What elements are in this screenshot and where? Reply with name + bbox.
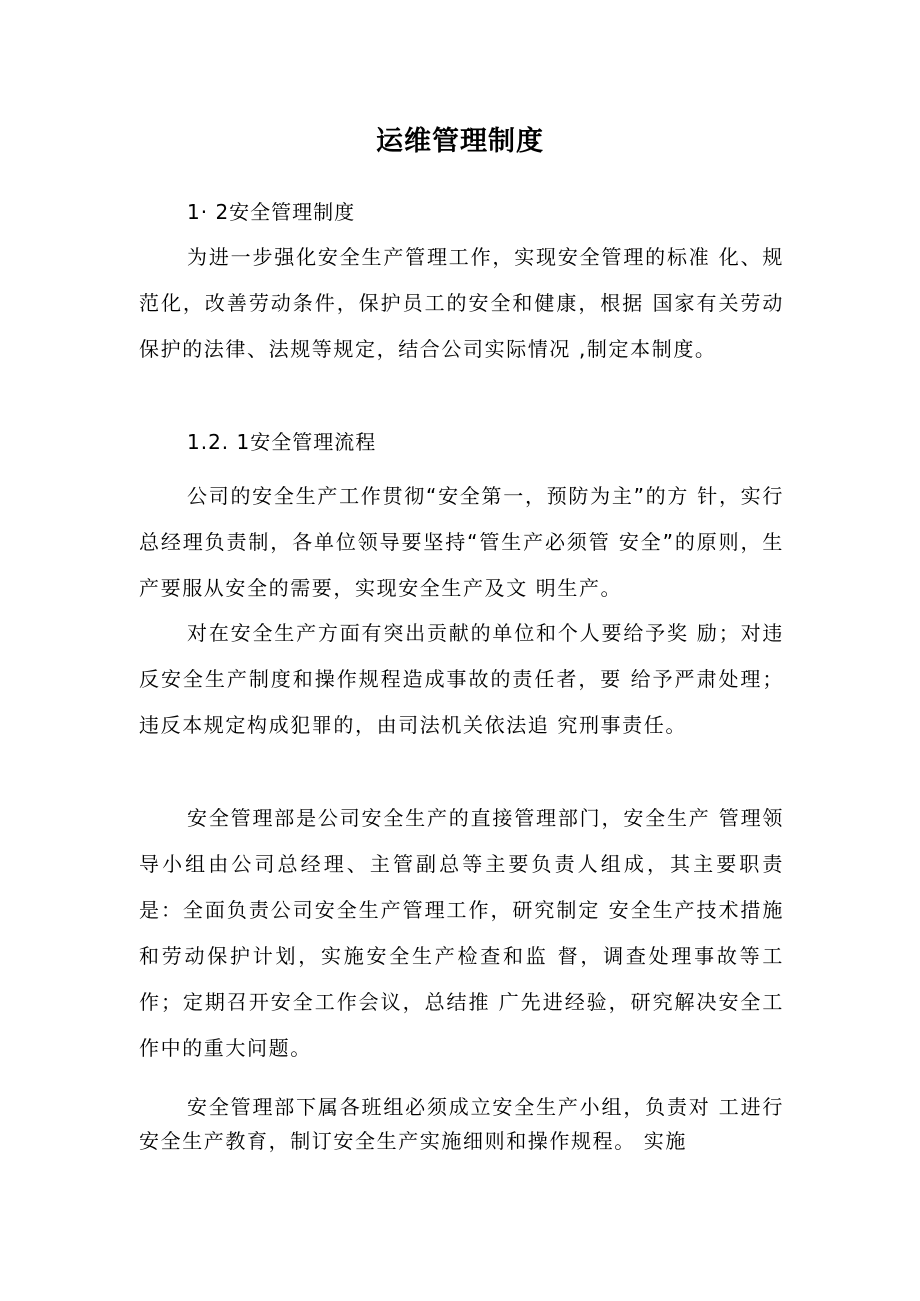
paragraph-team-groups: 安全管理部下属各班组必须成立安全生产小组，负责对 工进行安全生产教育，制订安全生产实施细则和操作规程。 实施: [139, 1095, 784, 1153]
paragraph-principle: 公司的安全生产工作贯彻“安全第一，预防为主”的方 针，实行总经理负责制，各单位领导要坚持“管生产必须管 安全”的原则，生产要服从安全的需要，实现安全生产及文 明生产。: [139, 484, 784, 600]
paragraph-department-duties: 安全管理部是公司安全生产的直接管理部门，安全生产 管理领导小组由公司总经理、主管副总等主要负责人组成，其主要职责是：全面负责公司安全生产管理工作，研究制定 安全生产技术措施和劳动保护计划，实施安全生产检查和监 督，调查处理事故等工作；定期召开安全工作会议，总结推 广先进经验，研究解决安全工作中的重大问题。: [139, 806, 784, 1060]
document-title: 运维管理制度: [376, 126, 544, 157]
paragraph-rewards-penalties: 对在安全生产方面有突出贡献的单位和个人要给予奖 励；对违反安全生产制度和操作规程造成事故的责任者，要 给予严肃处理；违反本规定构成犯罪的，由司法机关依法追 究刑事责任。: [139, 621, 784, 737]
section-heading-security-process: 1.2. 1安全管理流程: [187, 430, 377, 454]
section-heading-security-policy: 1· 2安全管理制度: [187, 200, 356, 224]
paragraph-purpose: 为进一步强化安全生产管理工作，实现安全管理的标准 化、规范化，改善劳动条件，保护员工的安全和健康，根据 国家有关劳动保护的法律、法规等规定，结合公司实际情况 ,制定本制度。: [139, 245, 784, 361]
